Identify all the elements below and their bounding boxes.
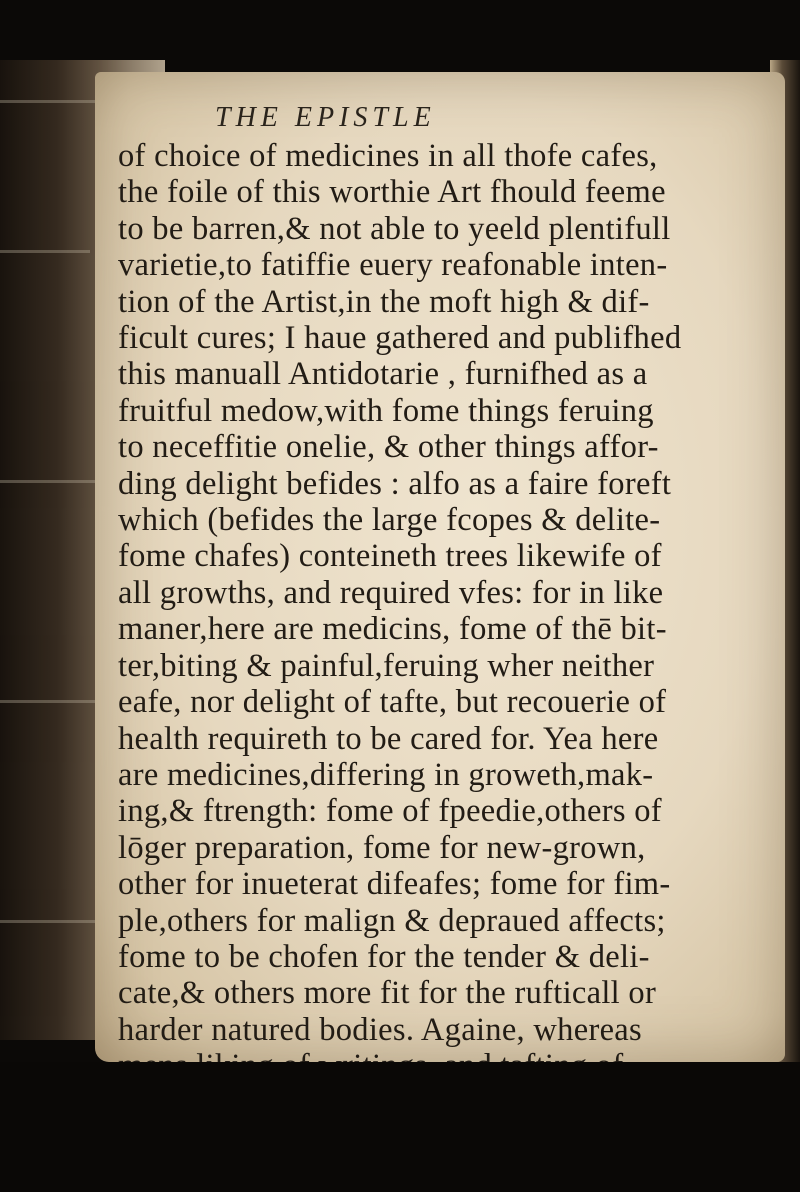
text-line: lōger preparation, fome for new-grown, [118,829,646,866]
text-line: harder natured bodies. Againe, whereas [118,1011,642,1048]
text-line: eafe, nor delight of tafte, but recouerie of [118,684,667,721]
text-line: fruitful medow,with fome things feruing [118,392,654,429]
text-line: ficult cures; I haue gathered and publifhed [118,320,682,357]
text-line: of choice of medicines in all thofe cafes, [118,138,658,174]
text-line: to neceffitie onelie, & other things affor- [118,429,659,466]
body-text [118,138,778,1121]
text-line: tion of the Artist,in the moft high & dif- [118,283,650,320]
page-edge-streak [0,250,90,253]
running-head: THE EPISTLE [215,102,436,133]
scan-background [0,1062,800,1192]
text-line: all growths, and required vfes: for in like [118,574,664,611]
text-line: fome to be chofen for the tender & deli- [118,938,650,975]
text-line: varietie,to fatiffie euery reafonable inten- [118,247,668,284]
text-line: ter,biting & painful,feruing wher neither [118,647,655,684]
text-line: ding delight befides : alfo as a faire foreft [118,465,672,502]
page-edge-streak [0,700,100,703]
text-line: health requireth to be cared for. Yea here [118,720,659,757]
text-line: the foile of this worthie Art fhould feeme [118,174,666,211]
text-line: other for inueterat difeafes; fome for fim- [118,866,671,903]
text-line: to be barren,& not able to yeeld plentifull [118,210,671,247]
text-line: which (befides the large fcopes & delite- [118,502,661,539]
text-line: this manuall Antidotarie , furnifhed as a [118,356,648,393]
text-line: are medicines,differing in groweth,mak- [118,756,654,793]
text-line: fome chafes) conteineth trees likewife of [118,538,662,575]
text-line: maner,here are medicins, fome of thē bit- [118,611,667,648]
text-line: ple,others for malign & depraued affects; [118,902,666,939]
text-line: cate,& others more fit for the rufticall or [118,975,657,1012]
text-line: ing,& ftrength: fome of fpeedie,others of [118,793,662,830]
